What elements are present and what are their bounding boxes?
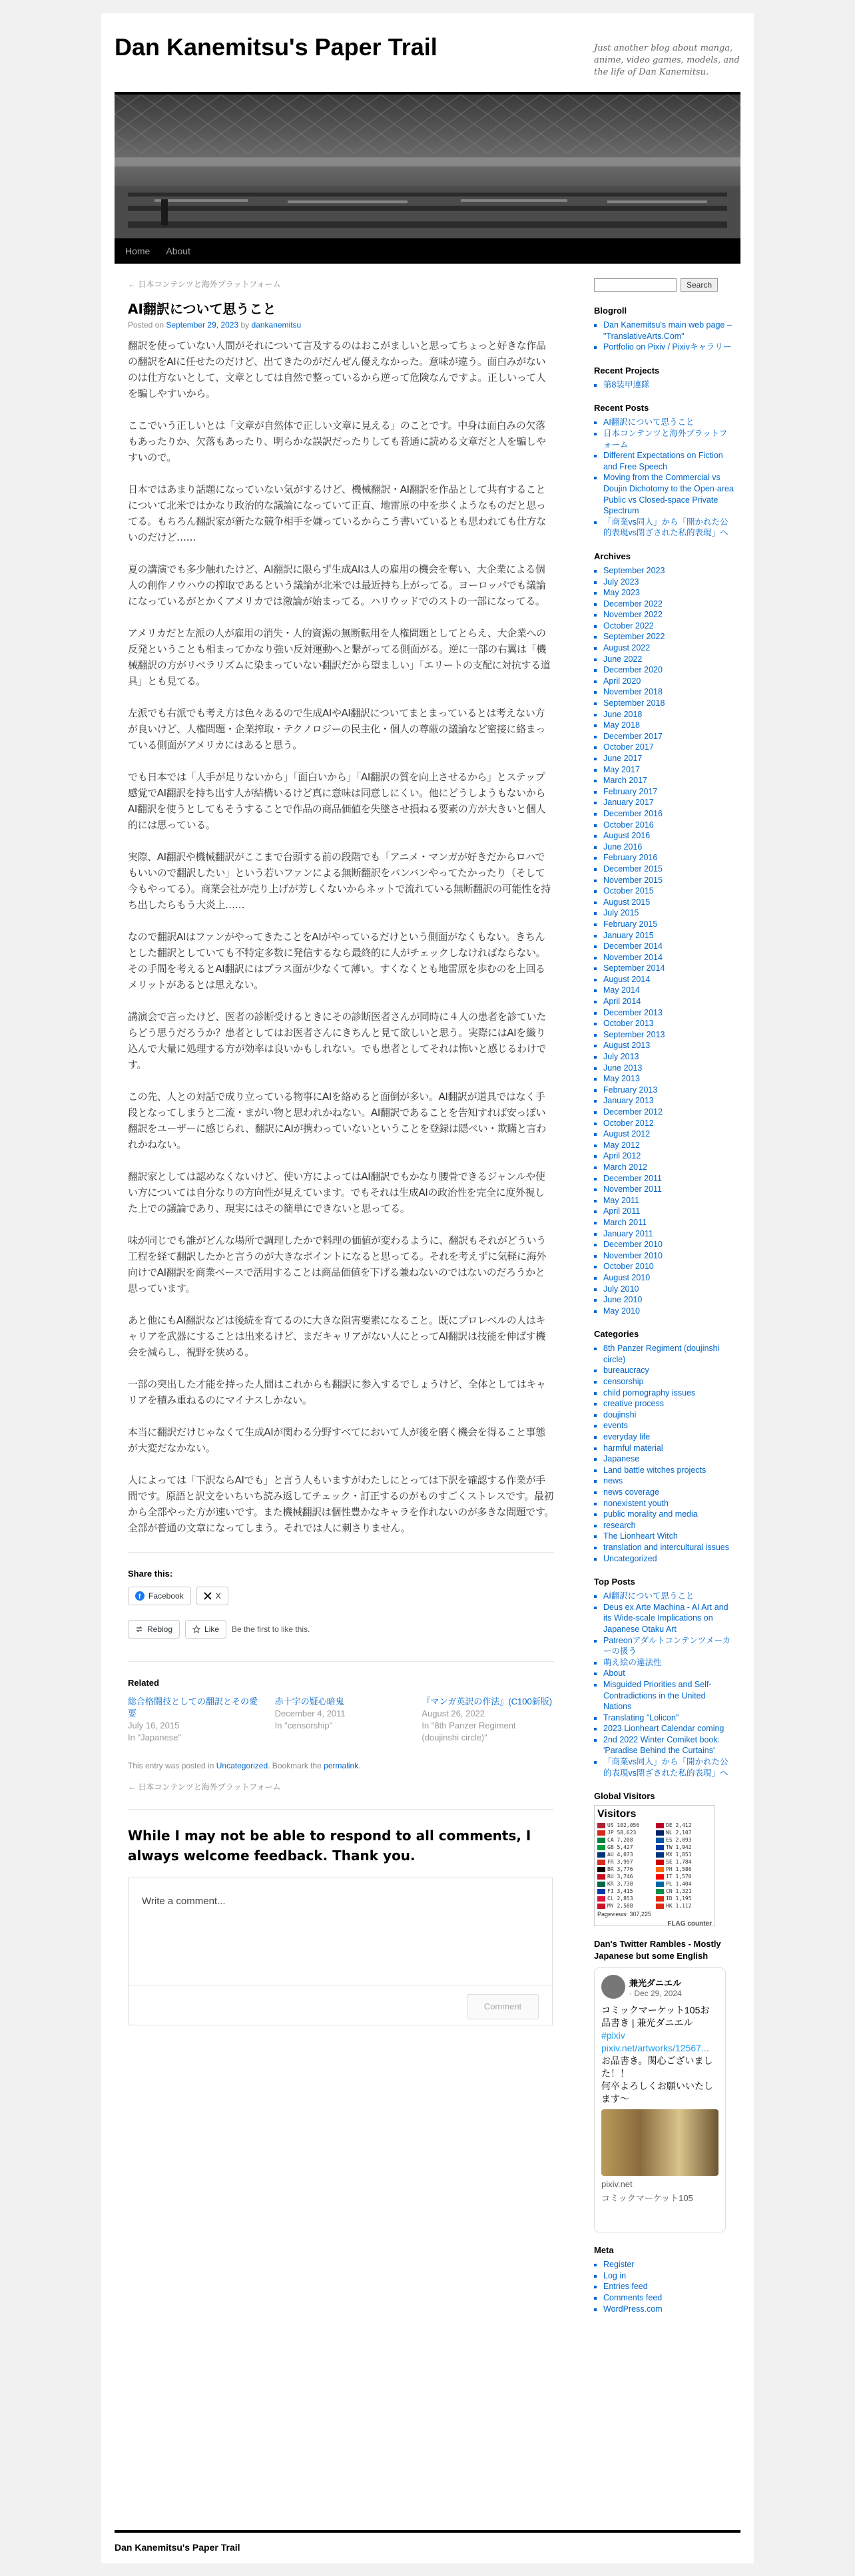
archive-item[interactable]: ▪ May 2010 (603, 1306, 734, 1317)
related-post-date: December 4, 2011 (274, 1708, 346, 1718)
comment-form (128, 1878, 553, 2025)
post-date-link[interactable]: September 29, 2023 (166, 320, 239, 330)
tweet-header (601, 1975, 718, 1999)
category-item[interactable]: ▪ Japanese (603, 1453, 734, 1465)
tweet-date: · Dec 29, 2024 (629, 1988, 682, 1998)
twitter-widget (594, 1938, 734, 2232)
visitor-country-count: ES 2,093 (656, 1836, 712, 1844)
previous-post-link[interactable]: ← 日本コンテンツと海外プラットフォーム (128, 280, 281, 289)
post-paragraph: 夏の講演でも多少触れたけど、AI翻訳に限らず生成AIは人の雇用の機会を奪い、大企業による個人の創作ノウハウの搾取であるという議論が北米では最近持ち上がってる。ヨーロッパでも議論になっているがとかくアメリカでは激論が始まってる。ハリウッドでのストの一部になってる。 (128, 563, 546, 607)
archive-item[interactable]: ▪ January 2017 (603, 797, 734, 808)
post-paragraph: 講演会で言ったけど、医者の診断受けるときにその診断医者さんが同時に４人の患者を診ていたらどう思うだろうか？患者としてはお医者さんにきちんと見て欲しいと思う。実際にはAIを織り込んで大量に処理する方が効率は良いかもしれない。でも患者としてそれは怖いと感じるわけです。 (128, 1011, 546, 1071)
archive-item[interactable]: ▪ September 2023 (603, 565, 734, 577)
category-item[interactable]: ▪ research (603, 1520, 734, 1531)
top-post-item[interactable]: ▪ AI翻訳について思うこと (603, 1591, 734, 1602)
post-paragraph: 左派でも右派でも考え方は色々あるので生成AIやAI翻訳についてまとまっているとは考えない方が良いけど、人権問題・企業搾取・テクノロジーの民主化・個人の尊厳の議論など密接に絡まっている側面がアメリカにはあると思う。 (128, 707, 545, 751)
top-post-item[interactable]: ▪ Translating "Lolicon" (603, 1712, 734, 1724)
visitor-country-count: BR 3,776 (597, 1866, 653, 1873)
visitor-country-count: SE 1,784 (656, 1858, 712, 1866)
country-flag-icon (656, 1896, 664, 1902)
related-title: Related (128, 1678, 159, 1688)
recent-projects-widget (594, 365, 734, 391)
meta-posted-label: Posted on (128, 320, 164, 330)
meta-item[interactable]: ▪ Log in (603, 2270, 734, 2282)
top-post-item[interactable]: ▪ Deus ex Arte Machina - AI Art and its Wide-scale Implications on Japanese Otaku Art (603, 1602, 734, 1635)
tweet-link-title: コミックマーケット105 (601, 2193, 693, 2204)
country-flag-icon (597, 1852, 605, 1858)
country-flag-icon (597, 1823, 605, 1828)
related-post-link[interactable]: 総合格闘技としての翻訳とその愛要 (128, 1696, 258, 1718)
x-share-button[interactable] (196, 1587, 228, 1605)
comments-divider (128, 1809, 554, 1810)
archive-item[interactable]: ▪ May 2018 (603, 720, 734, 731)
archive-item[interactable]: ▪ August 2013 (603, 1040, 734, 1051)
archive-item[interactable]: ▪ September 2013 (603, 1029, 734, 1041)
visitor-country-count: JP 58,623 (597, 1829, 653, 1836)
archive-item[interactable]: ▪ May 2014 (603, 985, 734, 996)
visitor-country-count: PH 1,586 (656, 1866, 712, 1873)
visitor-country-count: CA 7,208 (597, 1836, 653, 1844)
search-button[interactable]: Search (681, 278, 718, 292)
category-item[interactable]: ▪ child pornography issues (603, 1388, 734, 1399)
archive-item[interactable]: ▪ December 2016 (603, 808, 734, 820)
visitor-country-count: GB 5,427 (597, 1844, 653, 1851)
like-label: Like (204, 1625, 220, 1634)
country-flag-icon (656, 1867, 664, 1872)
related-post (422, 1696, 554, 1744)
nav-item-home[interactable]: Home (125, 246, 150, 256)
related-post-date: August 26, 2022 (422, 1708, 485, 1718)
archive-item[interactable]: ▪ December 2022 (603, 599, 734, 610)
archive-item[interactable]: ▪ October 2012 (603, 1118, 734, 1129)
post-paragraph: 実際、AI翻訳や機械翻訳がここまで台頭する前の段階でも「アニメ・マンガが好きだからロハでもいいので翻訳したい」という若いファンによる無断翻訳をバンバンやってたかったり（そして今もやってる）。商業会社が売り上げが芳しくないからネットで流れている無断翻訳の可能性を持ち出したらもう大炎上…… (128, 851, 551, 911)
visitors-title: Visitors (597, 1808, 637, 1820)
widget-title: Archives (594, 551, 631, 561)
meta-item[interactable]: ▪ Register (603, 2259, 734, 2270)
country-flag-icon (656, 1874, 664, 1880)
archive-item[interactable]: ▪ August 2015 (603, 897, 734, 908)
category-item[interactable]: ▪ everyday life (603, 1431, 734, 1443)
permalink-link[interactable]: permalink (324, 1761, 359, 1770)
widget-title: Recent Posts (594, 403, 649, 413)
facebook-share-button[interactable] (128, 1587, 191, 1605)
archive-item[interactable]: ▪ August 2010 (603, 1272, 734, 1284)
star-icon (192, 1625, 200, 1633)
post-title: AI翻訳について思うこと (128, 301, 276, 317)
widget-title: Categories (594, 1329, 639, 1340)
archive-item[interactable]: ▪ June 2010 (603, 1294, 734, 1306)
post-paragraph: 翻訳家としては認めなくないけど、使い方によってはAI翻訳でもかなり腰骨できるジャンルや使い方については自分なりの方向性が見えています。でもそれは生成AIの政治性を完全に度外視した上での議論であり、現実にはその簡単にできないと思ってる。 (128, 1170, 545, 1214)
widget-title: Global Visitors (594, 1791, 655, 1802)
archive-item[interactable]: ▪ December 2014 (603, 941, 734, 952)
widget-title: Recent Projects (594, 365, 660, 376)
related-divider (128, 1661, 554, 1662)
archive-item[interactable]: ▪ February 2015 (603, 919, 734, 930)
tweet-link-domain: pixiv.net (601, 2179, 633, 2190)
widget-title: Dan's Twitter Rambles - Mostly Japanese but some English (594, 1939, 721, 1961)
post-paragraph: この先、人との対話で成り立っている物事にAIを絡めると面倒が多い。AI翻訳が道具ではなく手段となってしまうと二流・まがい物と思われかねない。AI翻訳であることを告知すれば安っぽい翻訳をユーザーに感じられ、翻訳にAIが携わっていないということを登録は隠ぺい・欺瞞と言われかねない。 (128, 1091, 546, 1151)
recent-post-item[interactable]: ▪ 「商業vs同人」から「開かれた公的表現vs閉ざされた私的表現」へ (603, 517, 734, 539)
country-flag-icon (597, 1896, 605, 1902)
utility-end: . (358, 1761, 361, 1770)
archive-item[interactable]: ▪ April 2012 (603, 1151, 734, 1162)
country-flag-icon (656, 1845, 664, 1850)
post-paragraph: 翻訳を使っていない人間がそれについて言及するのはおこがましいと思ってちょっと好きな作品の翻訳をAIに任せたのだけど、出てきたのがだんぜん優えなかった。意味が違う。面白みがないのは仕方ないとして、文章としては自然で整っているから逆って危険なんですよ。正しいって人を騙しやすいから。 (128, 340, 546, 399)
post-author-link[interactable]: dankanemitsu (251, 320, 302, 330)
main-navigation (115, 238, 740, 264)
meta-item[interactable]: ▪ Comments feed (603, 2292, 734, 2304)
global-visitors-widget (594, 1790, 734, 1926)
archive-item[interactable]: ▪ June 2018 (603, 709, 734, 720)
archive-item[interactable]: ▪ April 2011 (603, 1206, 734, 1217)
archive-item[interactable]: ▪ October 2022 (603, 621, 734, 632)
country-flag-icon (656, 1860, 664, 1865)
nav-item-about[interactable]: About (166, 246, 190, 256)
comment-submit-button[interactable]: Comment (467, 1994, 539, 2019)
widget-title: Meta (594, 2245, 614, 2256)
archive-item[interactable]: ▪ August 2022 (603, 643, 734, 654)
archive-item[interactable]: ▪ April 2014 (603, 996, 734, 1007)
blogroll-widget (594, 305, 734, 353)
archive-item[interactable]: ▪ November 2018 (603, 686, 734, 698)
related-post-category: In "8th Panzer Regiment (doujinshi circle)" (422, 1720, 516, 1742)
country-flag-icon (597, 1904, 605, 1909)
country-flag-icon (656, 1830, 664, 1836)
widget-title: Top Posts (594, 1577, 635, 1587)
visitor-country-count: NL 2,107 (656, 1829, 712, 1836)
archive-item[interactable]: ▪ June 2016 (603, 842, 734, 853)
reply-title: While I may not be able to respond to all comments, I always welcome feedback. Thank you. (128, 1828, 531, 1864)
related-post-link[interactable]: 『マンガ英訳の作法』(C100新版) (422, 1696, 553, 1706)
tweet-image[interactable] (601, 2109, 718, 2176)
tweet-line: 何卒よろしくお願いいたします〜 (601, 2081, 713, 2105)
country-flag-icon (597, 1845, 605, 1850)
country-flag-icon (597, 1867, 605, 1872)
visitor-country-count: TW 1,942 (656, 1844, 712, 1851)
facebook-label: Facebook (148, 1591, 184, 1601)
share-buttons (128, 1587, 554, 1605)
country-flag-icon (597, 1874, 605, 1880)
archive-item[interactable]: ▪ May 2017 (603, 764, 734, 776)
archive-item[interactable]: ▪ October 2016 (603, 820, 734, 831)
archive-item[interactable]: ▪ June 2022 (603, 654, 734, 665)
country-flag-icon (656, 1852, 664, 1858)
country-flag-icon (597, 1882, 605, 1887)
country-flag-icon (597, 1889, 605, 1894)
like-note: Be the first to like this. (232, 1625, 310, 1634)
related-post-category: In "Japanese" (128, 1732, 182, 1742)
categories-widget (594, 1328, 734, 1564)
visitor-country-count: HK 1,112 (656, 1902, 712, 1910)
svg-text:f: f (139, 1593, 141, 1601)
archive-item[interactable]: ▪ September 2018 (603, 698, 734, 709)
category-item[interactable]: ▪ 8th Panzer Regiment (doujinshi circle) (603, 1343, 734, 1365)
country-flag-icon (656, 1823, 664, 1828)
category-item[interactable]: ▪ translation and intercultural issues (603, 1542, 734, 1553)
category-item[interactable]: ▪ creative process (603, 1398, 734, 1410)
page-wrapper (101, 13, 754, 2563)
site-footer (115, 2530, 740, 2563)
country-flag-icon (656, 1838, 664, 1843)
post-paragraph: でも日本では「人手が足りないから」「面白いから」「AI翻訳の質を向上させるから」とステップ感覚でAI翻訳を持ち出す人が結構いるけど真に意味は同意しにくい。他にどうしようもないからAI翻訳を使うとしてもそうすることで作品の商品価値を失墜させ損ねる要素の方が大きいと個人的には思っている。 (128, 771, 546, 831)
x-label: X (215, 1591, 221, 1601)
archive-item[interactable]: ▪ August 2014 (603, 974, 734, 985)
pageviews-count: Pageviews: 307,225 (597, 1911, 652, 1918)
country-flag-icon (656, 1889, 664, 1894)
sidebar (594, 278, 734, 2326)
archive-item[interactable]: ▪ September 2014 (603, 963, 734, 974)
visitor-country-count: RU 3,746 (597, 1873, 653, 1880)
archive-item[interactable]: ▪ August 2016 (603, 830, 734, 842)
utility-mid: . Bookmark the (268, 1761, 322, 1770)
archive-item[interactable]: ▪ May 2023 (603, 587, 734, 599)
reblog-button[interactable] (128, 1620, 180, 1639)
country-flag-icon (597, 1860, 605, 1865)
project-item[interactable]: ▪ 第8装甲連隊 (603, 380, 734, 391)
footer-site-title[interactable]: Dan Kanemitsu's Paper Trail (115, 2542, 240, 2553)
visitor-country-count: FI 3,415 (597, 1888, 653, 1895)
archive-item[interactable]: ▪ December 2010 (603, 1239, 734, 1250)
like-button[interactable] (185, 1620, 226, 1639)
country-flag-icon (656, 1882, 664, 1887)
category-item[interactable]: ▪ Uncategorized (603, 1553, 734, 1565)
tweet-hashtag[interactable]: #pixiv (601, 2030, 625, 2041)
category-item[interactable]: ▪ news (603, 1475, 734, 1487)
archive-item[interactable]: ▪ December 2017 (603, 731, 734, 742)
post-paragraph: あと他にもAI翻訳などは後続を育てるのに大きな阻害要素になること。既にプロレベルの人はキャリアを武器にすることは出来るけど、まだキャリアがない人にとってAI翻訳は技能を伸ばす機会を減らし、視野を狭める。 (128, 1314, 546, 1358)
archive-item[interactable]: ▪ February 2013 (603, 1085, 734, 1096)
archive-item[interactable]: ▪ October 2017 (603, 742, 734, 753)
archive-item[interactable]: ▪ February 2017 (603, 786, 734, 798)
category-item[interactable]: ▪ harmful material (603, 1443, 734, 1454)
archive-item[interactable]: ▪ December 2015 (603, 864, 734, 875)
comment-input[interactable]: Write a comment... (142, 1896, 226, 1907)
archive-item[interactable]: ▪ November 2014 (603, 952, 734, 963)
site-title[interactable]: Dan Kanemitsu's Paper Trail (115, 33, 437, 61)
archive-item[interactable]: ▪ March 2012 (603, 1162, 734, 1173)
meta-by-label: by (240, 320, 250, 330)
visitor-country-count: DE 2,412 (656, 1822, 712, 1829)
archive-item[interactable]: ▪ June 2017 (603, 753, 734, 764)
post-paragraph: なので翻訳AIはファンがやってきたことをAIがやっているだけという側面がなくもない。きちんとした翻訳としていても不特定多数に発信するなら最終的に人がチェックしなければならない。その手間を考えるとAI翻訳にはプラス面が少なくて薄い。すくなくとも地雷原を歩むのを上回るメリットがあるとは思えない。 (128, 931, 546, 991)
category-item[interactable]: ▪ doujinshi (603, 1410, 734, 1421)
post-paragraph: 本当に翻訳だけじゃなくて生成AIが関わる分野すべてにおいて人が後を磨く機会を得ること事態が大変だなかない。 (128, 1426, 545, 1454)
visitor-country-count: MX 1,851 (656, 1851, 712, 1858)
visitor-country-count: CL 2,853 (597, 1895, 653, 1902)
archive-item[interactable]: ▪ January 2011 (603, 1228, 734, 1240)
previous-post-link-bottom[interactable]: ← 日本コンテンツと海外プラットフォーム (128, 1782, 281, 1792)
visitor-country-count: FR 3,997 (597, 1858, 653, 1866)
post-paragraph: 味が同じでも誰がどんな場所で調理したかで料理の価値が変わるように、翻訳もそれがどういう工程を経て翻訳したかと言うのが大きなポイントになると思ってる。それを考えずに気軽に海外向けでAI翻訳を商業ベースで活用することは商品価値を下げる兼ねないのではないのだろうかと思っています。 (128, 1234, 546, 1294)
archive-item[interactable]: ▪ July 2015 (603, 907, 734, 919)
post-paragraph: 人によっては「下訳ならAIでも」と言う人もいますがわたしにとっては下訳を確認する作業が手間です。原語と訳文をいちいち読み返してチェック・訂正するのがものすごくストレスです。最初から全部やった方が速いです。また機械翻訳は個性豊かなキャラを作れないのが多きな問題です。全部が普通の文章になってしまう。それでは人に刺さりません。 (128, 1474, 555, 1534)
visitor-country-count: PL 1,404 (656, 1880, 712, 1888)
search-form (594, 278, 734, 292)
archive-item[interactable]: ▪ March 2011 (603, 1217, 734, 1228)
visitor-country-count: IT 1,570 (656, 1873, 712, 1880)
archive-item[interactable]: ▪ July 2013 (603, 1051, 734, 1063)
category-link[interactable]: Uncategorized (216, 1761, 268, 1770)
archive-item[interactable]: ▪ November 2015 (603, 875, 734, 886)
archive-item[interactable]: ▪ July 2023 (603, 577, 734, 588)
visitor-country-count: MY 2,588 (597, 1902, 653, 1910)
post-paragraph: ここでいう正しいとは「文章が自然体で正しい文章に見える」のことです。中身は面白みの欠落もあったりか、欠落もあったり、明らかな誤訳だったりしても普通に読める文章だと人を騙しやすいので。 (128, 419, 546, 463)
archive-item[interactable]: ▪ November 2011 (603, 1184, 734, 1195)
search-input[interactable] (594, 278, 677, 292)
meta-item[interactable]: ▪ WordPress.com (603, 2304, 734, 2315)
category-item[interactable]: ▪ nonexistent youth (603, 1498, 734, 1509)
tweet-card[interactable] (594, 1967, 726, 2232)
category-item[interactable]: ▪ censorship (603, 1376, 734, 1388)
category-item[interactable]: ▪ Land battle witches projects (603, 1465, 734, 1476)
top-post-item[interactable]: ▪ About (603, 1668, 734, 1679)
meta-widget (594, 2244, 734, 2314)
top-posts-widget (594, 1576, 734, 1778)
top-post-item[interactable]: ▪ 萌え絵の違法性 (603, 1657, 734, 1669)
facebook-icon (135, 1591, 144, 1601)
reblog-label: Reblog (147, 1625, 173, 1634)
archive-item[interactable]: ▪ March 2017 (603, 775, 734, 786)
post-paragraph: 日本ではあまり話題になっていない気がするけど、機械翻訳・AI翻訳を作品として共有することについて北米ではかなり政治的な議論になっていて正直、地雷原の中を歩くようなものだと思ってる。もちろん翻訳家が新たな競争相手を嫌っているからこう書いているとも思われても仕方ないのだけど…… (128, 483, 546, 543)
share-divider (128, 1552, 554, 1553)
post-paragraph: 一部の突出した才能を持った人間はこれからも翻訳に参入するでしょうけど、全体としてはキャリアを積み重ねるのにマイナスしかない。 (128, 1378, 546, 1406)
visitor-country-count: CN 1,321 (656, 1888, 712, 1895)
post-content (128, 338, 554, 1536)
archive-item[interactable]: ▪ February 2016 (603, 852, 734, 864)
archive-item[interactable]: ▪ December 2011 (603, 1173, 734, 1184)
like-row (128, 1620, 554, 1639)
tweet-link[interactable]: pixiv.net/artworks/12567... (601, 2043, 709, 2054)
archive-item[interactable]: ▪ January 2013 (603, 1095, 734, 1107)
widget-title: Blogroll (594, 306, 627, 316)
avatar (601, 1975, 625, 1999)
category-item[interactable]: ▪ events (603, 1420, 734, 1431)
x-logo-icon (204, 1592, 212, 1600)
flag-counter[interactable] (594, 1805, 715, 1926)
related-posts (128, 1696, 554, 1744)
tweet-line: お品書き。関心ございました！！ (601, 2055, 713, 2079)
recent-post-item[interactable]: ▪ Different Expectations on Fiction and Free Speech (603, 450, 734, 472)
main-content (128, 278, 554, 2025)
share-title: Share this: (128, 1569, 173, 1579)
related-post-category: In "censorship" (274, 1720, 333, 1730)
archive-item[interactable]: ▪ May 2012 (603, 1140, 734, 1151)
site-description: Just another blog about manga, anime, video games, models, and the life of Dan Kanemitsu. (594, 43, 740, 77)
tweet-line: コミックマーケット105お品書き | 兼光ダニエル (601, 2005, 710, 2029)
tweet-author: 兼光ダニエル (629, 1977, 682, 1988)
top-post-item[interactable]: ▪ 2nd 2022 Winter Comiket book: 'Paradise Behind the Curtains' (603, 1734, 734, 1756)
archive-item[interactable]: ▪ November 2022 (603, 609, 734, 621)
archive-item[interactable]: ▪ July 2010 (603, 1284, 734, 1295)
archive-item[interactable]: ▪ September 2022 (603, 631, 734, 643)
related-post-link[interactable]: 赤十字の疑心暗鬼 (274, 1696, 344, 1706)
archive-item[interactable]: ▪ May 2013 (603, 1073, 734, 1085)
archives-widget (594, 551, 734, 1316)
post-meta (128, 320, 554, 330)
archive-item[interactable]: ▪ April 2020 (603, 676, 734, 687)
archive-item[interactable]: ▪ December 2020 (603, 664, 734, 676)
category-item[interactable]: ▪ public morality and media (603, 1509, 734, 1520)
related-post (128, 1696, 260, 1744)
archive-item[interactable]: ▪ June 2013 (603, 1063, 734, 1074)
related-post (275, 1696, 408, 1744)
category-item[interactable]: ▪ The Lionheart Witch (603, 1531, 734, 1542)
archive-item[interactable]: ▪ August 2012 (603, 1129, 734, 1140)
category-item[interactable]: ▪ news coverage (603, 1487, 734, 1498)
top-post-item[interactable]: ▪ Patreonアダルトコンテンツメーカーの扱う (603, 1635, 734, 1657)
utility-text: This entry was posted in (128, 1761, 214, 1770)
archive-item[interactable]: ▪ October 2010 (603, 1261, 734, 1272)
visitor-country-count: KR 3,738 (597, 1880, 653, 1888)
archive-item[interactable]: ▪ October 2015 (603, 886, 734, 897)
category-item[interactable]: ▪ bureaucracy (603, 1365, 734, 1376)
archive-item[interactable]: ▪ May 2011 (603, 1195, 734, 1206)
recent-post-item[interactable]: ▪ Moving from the Commercial vs Doujin Dichotomy to the Open-area Public vs Closed-space Private Spectrum (603, 472, 734, 516)
archive-item[interactable]: ▪ December 2012 (603, 1107, 734, 1118)
recent-posts-widget (594, 402, 734, 539)
country-flag-icon (597, 1838, 605, 1843)
archive-item[interactable]: ▪ October 2013 (603, 1018, 734, 1029)
recent-post-item[interactable]: ▪ AI翻訳について思うこと (603, 417, 734, 428)
header-banner-image (115, 92, 740, 242)
related-post-date: July 16, 2015 (128, 1720, 180, 1730)
visitor-country-count: ID 1,195 (656, 1895, 712, 1902)
visitor-country-count: US 102,056 (597, 1822, 653, 1829)
recent-post-item[interactable]: ▪ 日本コンテンツと海外プラットフォーム (603, 428, 734, 450)
country-flag-icon (597, 1830, 605, 1836)
country-flag-icon (656, 1904, 664, 1909)
post-paragraph: アメリカだと左派の人が雇用の消失・人的資源の無断転用を人権問題としてとらえ、大企業への反発ということも相まってかなり強い反対運動へと繋がってる側面がる。逆に一部の右翼は「機械翻訳の方がリベラリズムに染まっていない翻訳だから望ましい」「エリートの支配に対抗する道具」とも見てる。 (128, 627, 551, 687)
archive-item[interactable]: ▪ January 2015 (603, 930, 734, 941)
entry-utility (128, 1761, 554, 1770)
visitor-country-count: AU 4,073 (597, 1851, 653, 1858)
flag-counter-brand: FLAG counter (667, 1920, 712, 1928)
blogroll-item[interactable]: ▪ Portfolio on Pixiv / Pixivキャラリー (603, 342, 734, 353)
site-header (115, 13, 740, 252)
top-post-item[interactable]: ▪ Misguided Priorities and Self-Contradictions in the United Nations (603, 1679, 734, 1712)
archive-item[interactable]: ▪ December 2013 (603, 1007, 734, 1019)
meta-item[interactable]: ▪ Entries feed (603, 2281, 734, 2292)
reblog-icon (135, 1625, 143, 1633)
top-post-item[interactable]: ▪ 2023 Lionheart Calendar coming (603, 1723, 734, 1734)
blogroll-item[interactable]: ▪ Dan Kanemitsu's main web page – "TranslativeArts.Com" (603, 320, 734, 342)
archive-item[interactable]: ▪ November 2010 (603, 1250, 734, 1262)
top-post-item[interactable]: ▪ 「商業vs同人」から「開かれた公的表現vs閉ざされた私的表現」へ (603, 1756, 734, 1778)
tweet-text (601, 2004, 718, 2105)
